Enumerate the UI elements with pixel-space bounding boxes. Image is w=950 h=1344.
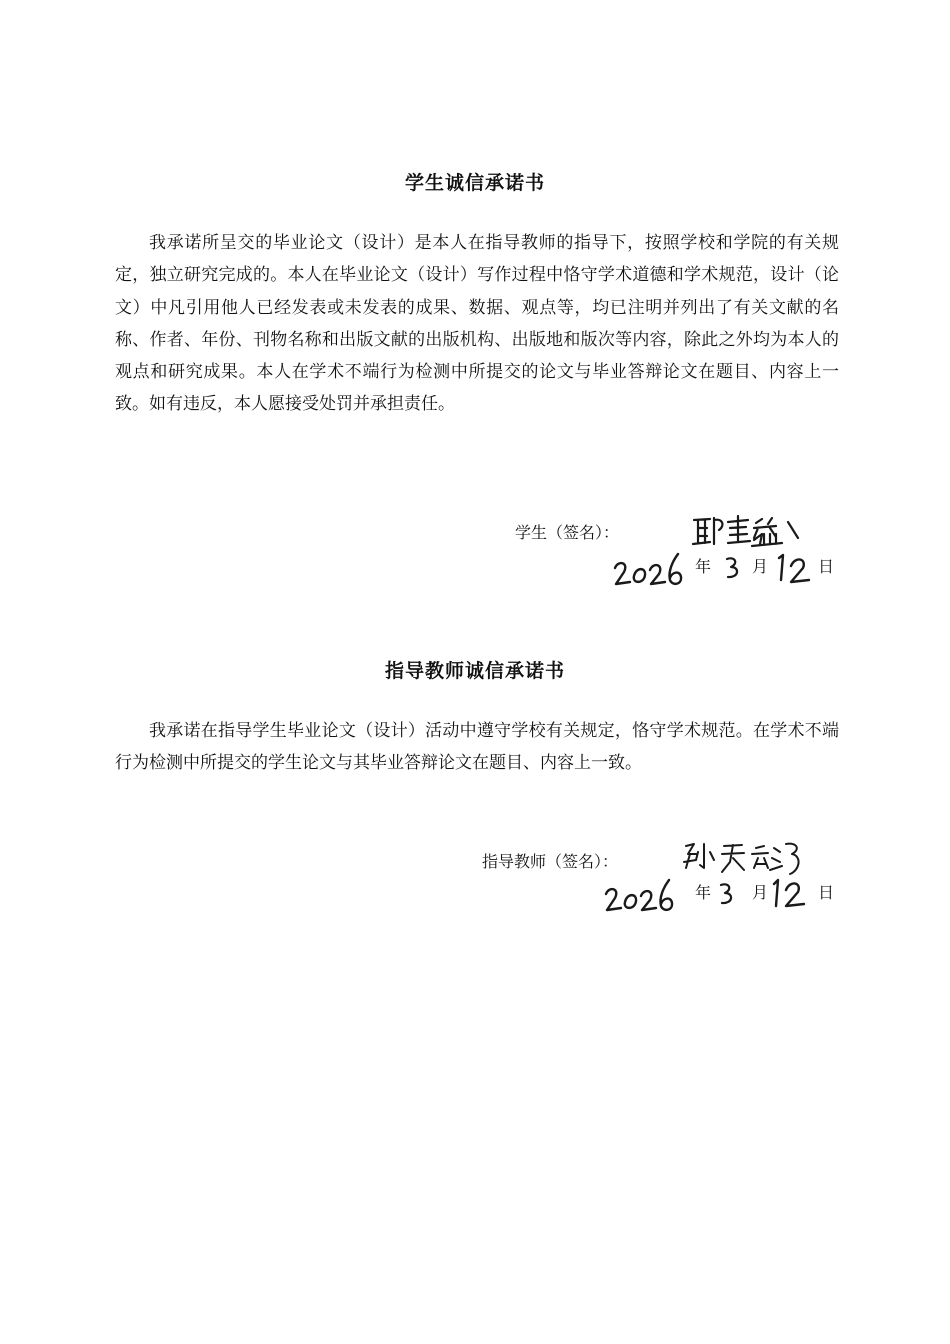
advisor-date-day-label: 日: [818, 883, 835, 902]
student-date-month-label: 月: [752, 557, 769, 576]
student-date-day-label: 日: [818, 557, 835, 576]
advisor-date-day-handwritten: [768, 874, 814, 912]
advisor-pledge-title: 指导教师诚信承诺书: [384, 660, 565, 682]
student-signature-label: 学生（签名）：: [515, 523, 620, 542]
student-pledge-body: 我承诺所呈交的毕业论文（设计）是本人在指导教师的指导下，按照学校和学院的有关规定，独立研究完成的。本人在毕业论文（设计）写作过程中恪守学术道德和学术规范，设计（论文）中凡引用他人已经发表或未发表的成果、数据、观点等，均已注明并列出了有关文献的名称、作者、年份、刊物名称和出版文献的出版机构、出版地和版次等内容，除此之外均为本人的观点和研究成果。本人在学术不端行为检测中所提交的论文与毕业答辩论文在题目、内容上一致。如有违反，本人愿接受处罚并承担责任。: [115, 233, 839, 415]
advisor-pledge-body: 我承诺在指导学生毕业论文（设计）活动中遵守学校有关规定，恪守学术规范。在学术不端行为检测中所提交的学生论文与其毕业答辩论文在题目、内容上一致。: [115, 721, 839, 774]
student-date-year-label: 年: [695, 557, 712, 576]
student-date-month-handwritten: [722, 554, 748, 582]
student-date-year-handwritten: [612, 550, 690, 590]
student-date-day-handwritten: [773, 550, 819, 586]
student-pledge-title: 学生诚信承诺书: [404, 172, 545, 194]
advisor-date-month-label: 月: [752, 883, 769, 902]
advisor-date-year-handwritten: [603, 876, 681, 916]
advisor-date-month-handwritten: [716, 880, 742, 908]
advisor-date-year-label: 年: [695, 883, 712, 902]
student-handwritten-signature: [690, 510, 805, 550]
advisor-signature-label: 指导教师（签名）：: [482, 852, 619, 871]
